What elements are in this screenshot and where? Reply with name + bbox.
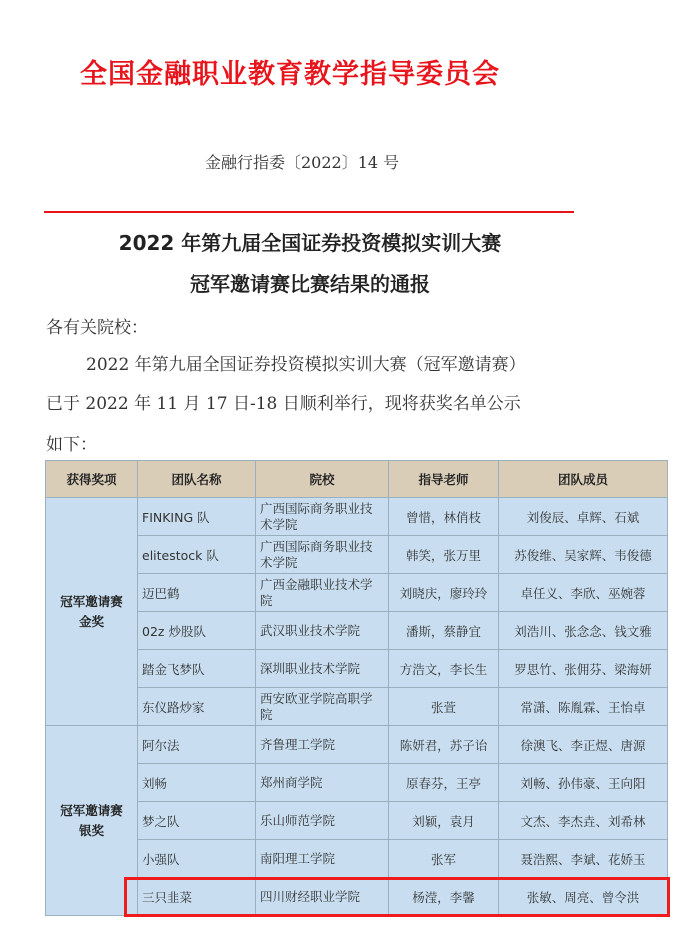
team-name: 梦之队: [138, 802, 256, 840]
col-header-advisors: 指导老师: [389, 461, 499, 498]
advisors: 张萱: [389, 688, 499, 726]
table-row: [46, 688, 668, 726]
team-members: 聂浩熙、李斌、花娇玉: [499, 840, 668, 878]
org-title: 全国金融职业教育教学指导委员会: [80, 59, 500, 90]
team-members: 罗思竹、张佣芬、梁海妍: [499, 650, 668, 688]
red-divider: [44, 211, 574, 213]
advisors: 潘斯，蔡静宜: [389, 612, 499, 650]
advisors: 陈妍君，苏子诒: [389, 726, 499, 764]
school-name: 广西国际商务职业技术学院: [256, 498, 389, 536]
team-members: 常潇、陈胤霖、王怡卓: [499, 688, 668, 726]
team-name: 东仪路炒家: [138, 688, 256, 726]
school-name: 武汉职业技术学院: [256, 612, 389, 650]
team-members: 徐澳飞、李正煜、唐源: [499, 726, 668, 764]
school-name: 齐鲁理工学院: [256, 726, 389, 764]
notice-title-line2: 冠军邀请赛比赛结果的通报: [190, 272, 430, 296]
table-row: [46, 574, 668, 612]
table-row: [46, 802, 668, 840]
advisors: 杨滢，李馨: [389, 878, 499, 916]
body-paragraph-line1: 2022 年第九届全国证券投资模拟实训大赛（冠军邀请赛）: [86, 355, 526, 375]
table-row: [46, 498, 668, 536]
team-name: elitestock 队: [138, 536, 256, 574]
notice-title-line1: 2022 年第九届全国证券投资模拟实训大赛: [118, 231, 502, 255]
table-row: [46, 840, 668, 878]
doc-number: 金融行指委〔2022〕14 号: [205, 153, 400, 172]
team-members: 刘畅、孙伟豪、王向阳: [499, 764, 668, 802]
team-name: FINKING 队: [138, 498, 256, 536]
col-header-members: 团队成员: [499, 461, 668, 498]
award-silver: 冠军邀请赛 银奖: [46, 726, 138, 916]
school-name: 郑州商学院: [256, 764, 389, 802]
body-paragraph-line3: 如下：: [46, 435, 97, 455]
team-members: 刘俊辰、卓辉、石斌: [499, 498, 668, 536]
advisors: 曾惜，林俏枝: [389, 498, 499, 536]
school-name: 广西金融职业技术学院: [256, 574, 389, 612]
team-name: 刘畅: [138, 764, 256, 802]
team-name: 02z 炒股队: [138, 612, 256, 650]
table-row: [46, 764, 668, 802]
table-row: [46, 536, 668, 574]
body-paragraph-line2: 已于 2022 年 11 月 17 日-18 日顺利举行，现将获奖名单公示: [46, 394, 521, 414]
school-name: 乐山师范学院: [256, 802, 389, 840]
advisors: 刘晓庆，廖玲玲: [389, 574, 499, 612]
table-row-highlighted: [46, 878, 668, 916]
table-header-row: [46, 461, 668, 498]
school-name: 深圳职业技术学院: [256, 650, 389, 688]
award-gold: 冠军邀请赛 金奖: [46, 498, 138, 726]
table-row: [46, 650, 668, 688]
table-row: [46, 612, 668, 650]
col-header-team: 团队名称: [138, 461, 256, 498]
team-name: 踏金飞梦队: [138, 650, 256, 688]
team-members: 卓任义、李欣、巫婉蓉: [499, 574, 668, 612]
col-header-school: 院校: [256, 461, 389, 498]
advisors: 方浩文，李长生: [389, 650, 499, 688]
table-row: [46, 726, 668, 764]
col-header-award: 获得奖项: [46, 461, 138, 498]
team-name: 迈巴鹤: [138, 574, 256, 612]
school-name: 四川财经职业学院: [256, 878, 389, 916]
team-members: 刘浩川、张念念、钱文雅: [499, 612, 668, 650]
team-name: 阿尔法: [138, 726, 256, 764]
school-name: 西安欧亚学院高职学院: [256, 688, 389, 726]
team-members: 苏俊维、吴家辉、韦俊德: [499, 536, 668, 574]
school-name: 广西国际商务职业技术学院: [256, 536, 389, 574]
results-table: [45, 460, 668, 916]
advisors: 张军: [389, 840, 499, 878]
advisors: 韩笑，张万里: [389, 536, 499, 574]
team-name: 小强队: [138, 840, 256, 878]
advisors: 刘颖，袁月: [389, 802, 499, 840]
team-name: 三只韭菜: [138, 878, 256, 916]
team-members: 张敏、周亮、曾令洪: [499, 878, 668, 916]
advisors: 原春芬，王亭: [389, 764, 499, 802]
team-members: 文杰、李杰垚、刘希林: [499, 802, 668, 840]
salutation: 各有关院校：: [46, 318, 148, 338]
school-name: 南阳理工学院: [256, 840, 389, 878]
